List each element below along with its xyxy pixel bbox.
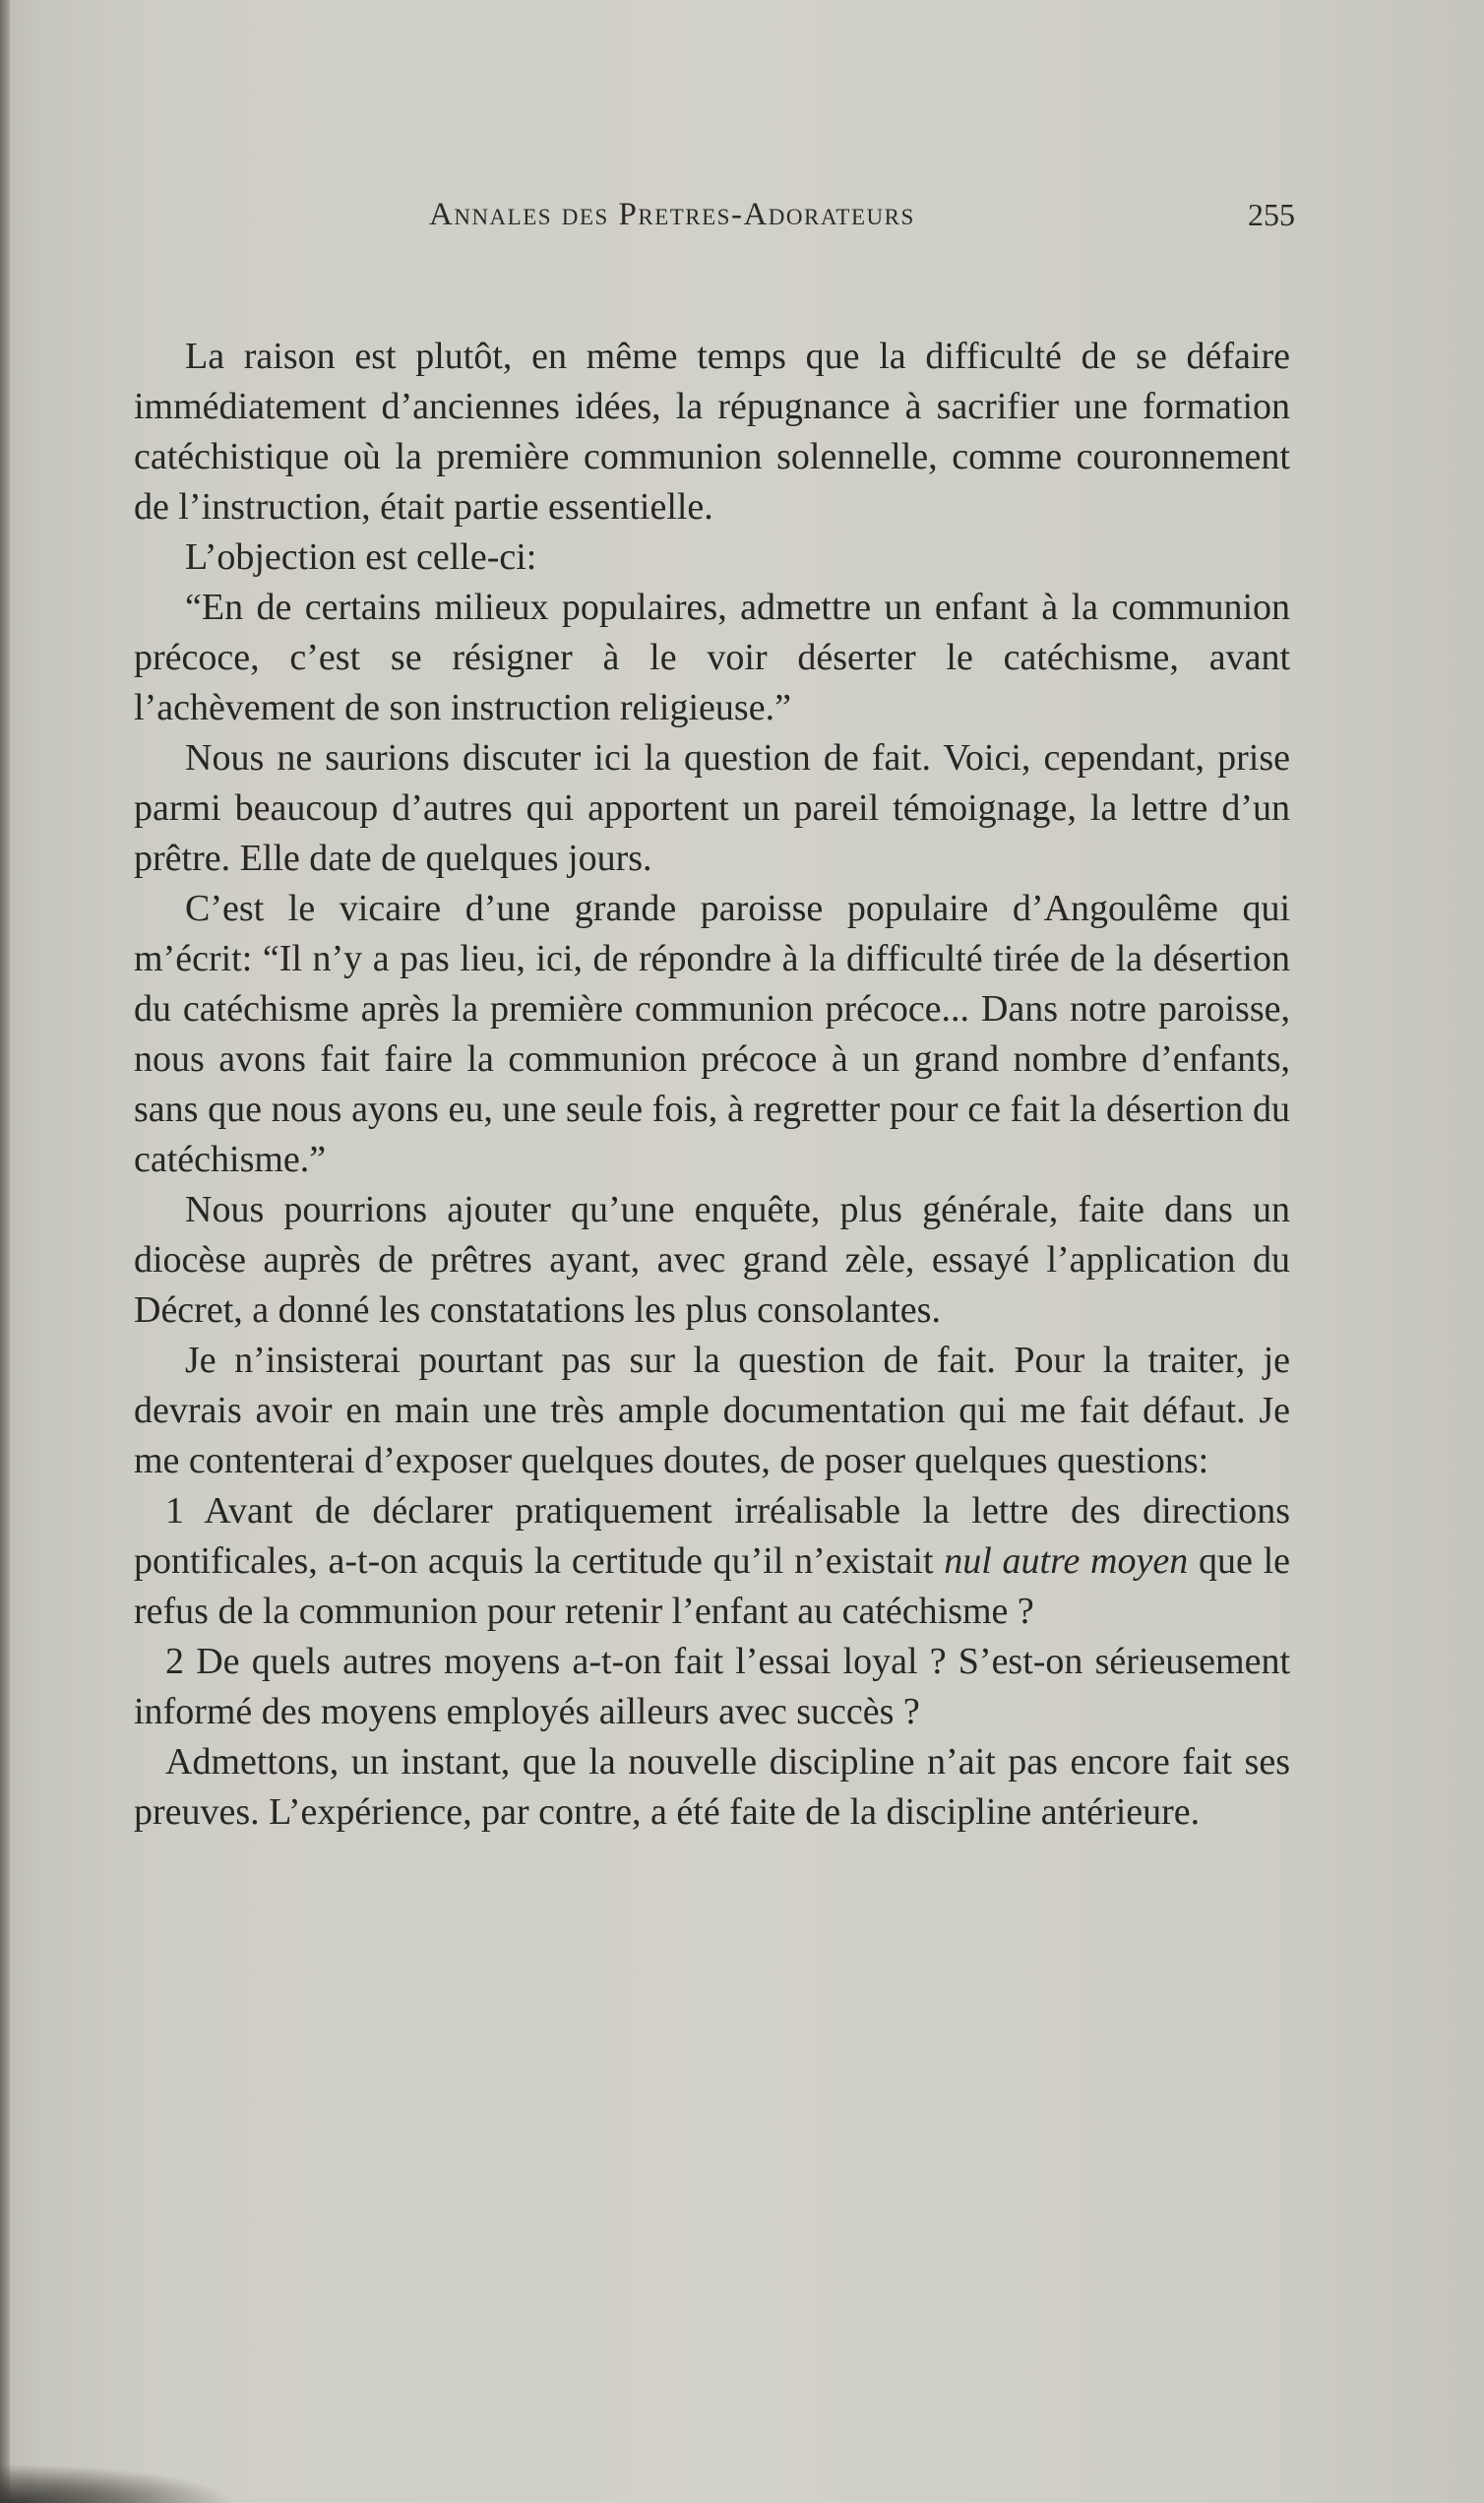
question-2 bbox=[134, 1637, 1290, 1737]
book-spine-edge bbox=[0, 0, 10, 2503]
closing-paragraph: Admettons, un instant, que la nouvelle discipline n’ait pas encore fait ses preuves. L’expérience, par contre, a été faite de la discipline antérieure. bbox=[134, 1741, 1290, 1833]
running-title: Annales des Pretres-Adorateurs bbox=[429, 197, 915, 232]
question-1-text-after: que le refus de la communion pour retenir l’enfant au catéchisme ? bbox=[134, 1540, 1290, 1632]
paragraph-7: Je n’insisterai pourtant pas sur la question de fait. Pour la traiter, je devrais avoir en main une très ample documentation qui me fait défaut. Je me contenterai d’exposer quelques doutes, de poser quelques questions: bbox=[134, 1340, 1290, 1481]
question-2-number: 2 bbox=[165, 1641, 184, 1682]
paragraph-2: L’objection est celle-ci: bbox=[185, 536, 537, 578]
question-1-emphasis: nul autre moyen bbox=[944, 1540, 1189, 1582]
paragraph-3: “En de certains milieux populaires, admettre un enfant à la communion précoce, c’est se résigner à le voir déserter le catéchisme, avant l’achèvement de son instruction religieuse.” bbox=[134, 587, 1290, 728]
running-header bbox=[429, 197, 1295, 246]
question-1 bbox=[134, 1486, 1290, 1637]
paragraph-5: C’est le vicaire d’une grande paroisse populaire d’Angoulême qui m’écrit: “Il n’y a pas lieu, ici, de répondre à la difficulté tirée de la désertion du catéchisme après la première communion précoce... Dans notre paroisse, nous avons fait faire la communion précoce à un grand nombre d’enfants, sans que nous ayons eu, une seule fois, à regretter pour ce fait la désertion du catéchisme.” bbox=[134, 888, 1290, 1180]
question-2-text: De quels autres moyens a-t-on fait l’essai loyal ? S’est-on sérieusement informé des moyens employés ailleurs avec succès ? bbox=[134, 1641, 1291, 1732]
question-1-text-before: Avant de déclarer pratiquement irréalisable la lettre des directions pontificales, a-t-on acquis la certitude qu’il n’existait bbox=[134, 1490, 1290, 1582]
corner-shadow bbox=[0, 2464, 236, 2503]
question-1-number: 1 bbox=[165, 1490, 184, 1532]
paragraph-1: La raison est plutôt, en même temps que la difficulté de se défaire immédiatement d’anciennes idées, la répugnance à sacrifier une formation catéchistique où la première communion solennelle, comme couronnement de l’instruction, était partie essentielle. bbox=[134, 336, 1290, 528]
paragraph-6: Nous pourrions ajouter qu’une enquête, plus générale, faite dans un diocèse auprès de prêtres ayant, avec grand zèle, essayé l’application du Décret, a donné les constatations les plus consolantes. bbox=[134, 1189, 1290, 1331]
body-text bbox=[134, 332, 1290, 1838]
page-number: 255 bbox=[1248, 197, 1295, 232]
paragraph-4: Nous ne saurions discuter ici la question de fait. Voici, cependant, prise parmi beaucoup d’autres qui apportent un pareil témoignage, la lettre d’un prêtre. Elle date de quelques jours. bbox=[134, 737, 1290, 879]
